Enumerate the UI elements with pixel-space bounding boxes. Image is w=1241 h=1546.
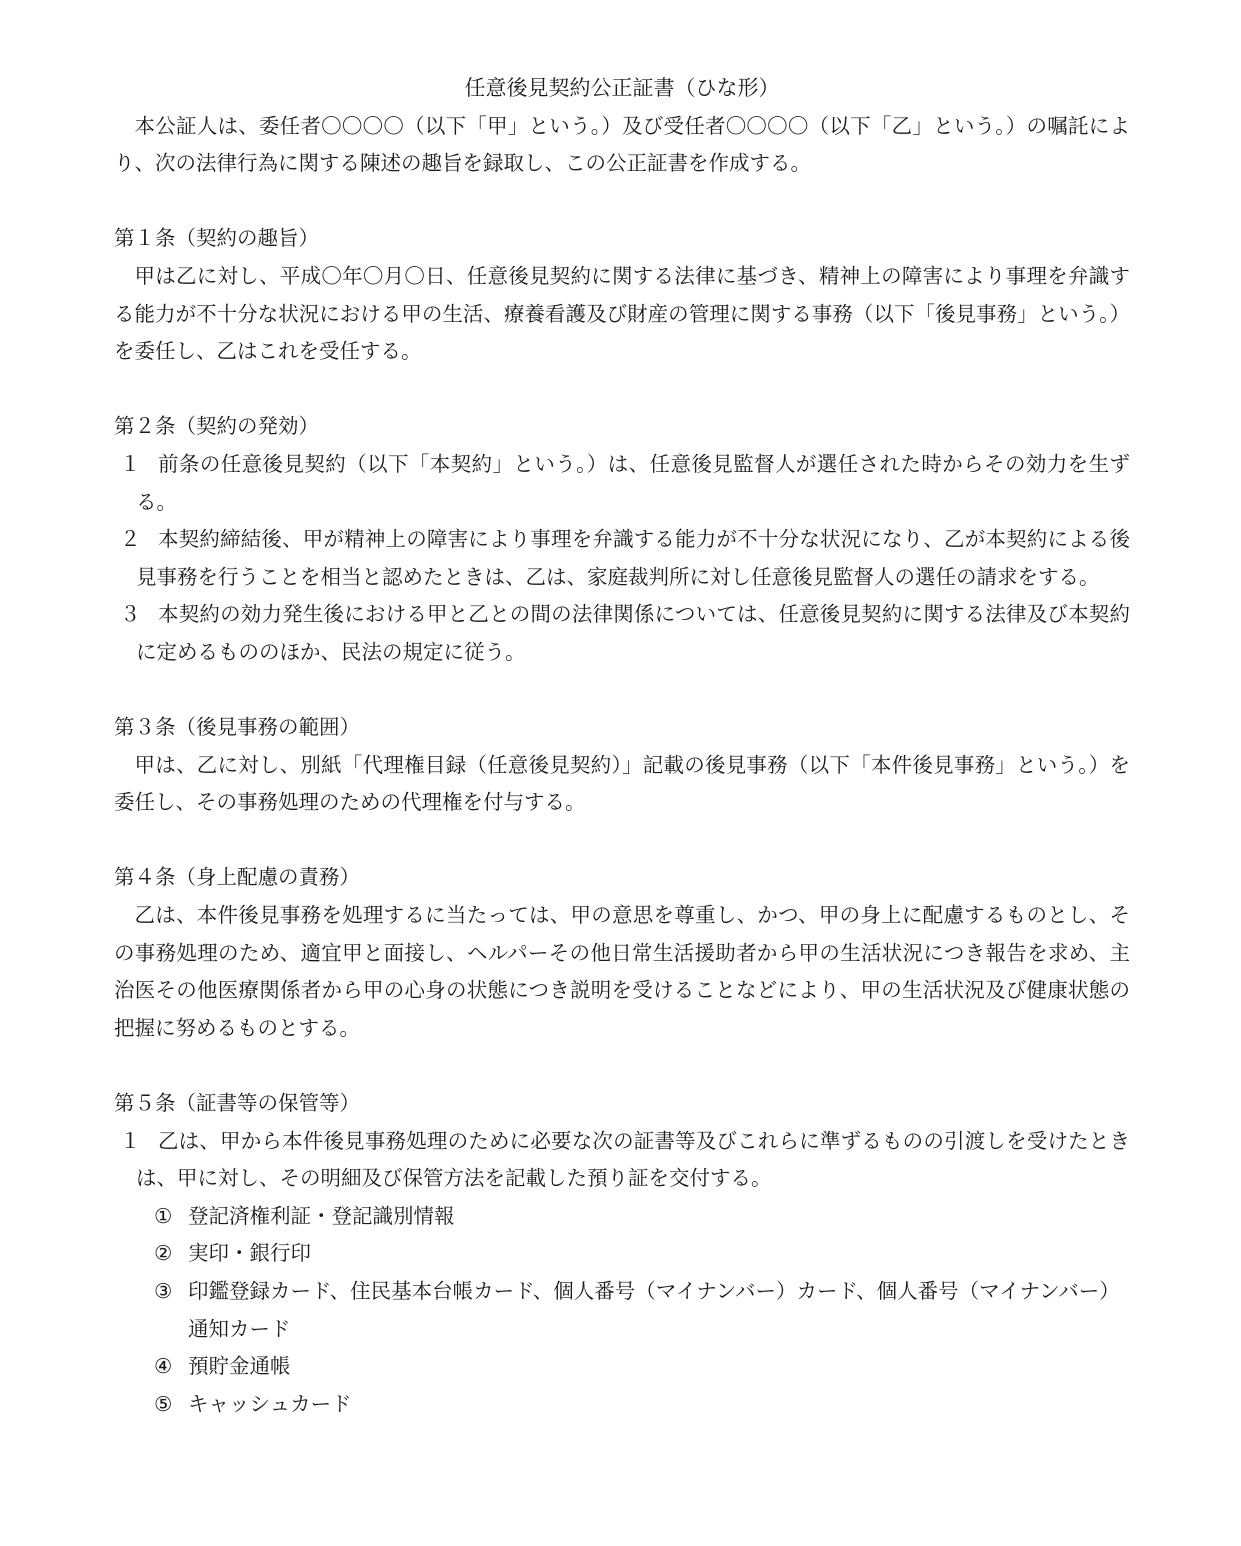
article-heading: 第２条（契約の発効） bbox=[114, 414, 319, 439]
item-text: キャッシュカード bbox=[188, 1391, 352, 1416]
item-marker: ④ bbox=[154, 1354, 173, 1379]
item-marker: ② bbox=[154, 1241, 173, 1266]
item-text: 登記済権利証・登記識別情報 bbox=[188, 1203, 455, 1228]
article-5 bbox=[114, 1085, 1130, 1423]
clause-text: 本契約締結後、甲が精神上の障害により事理を弁識する能力が不十分な状況になり、乙が本契約による後見事務を行うことを相当と認めたときは、乙は、家庭裁判所に対し任意後見監督人の選任の請求をする。 bbox=[136, 527, 1130, 589]
clause bbox=[114, 446, 1130, 521]
article-2 bbox=[114, 408, 1130, 671]
article-heading: 第４条（身上配慮の責務） bbox=[114, 865, 360, 890]
article-1 bbox=[114, 220, 1130, 370]
item-list bbox=[114, 1198, 1130, 1424]
article-heading: 第５条（証書等の保管等） bbox=[114, 1091, 360, 1116]
document-title: 任意後見契約公正証書（ひな形） bbox=[464, 76, 780, 100]
list-item bbox=[114, 1198, 1130, 1236]
list-item bbox=[114, 1348, 1130, 1386]
clause bbox=[114, 596, 1130, 671]
clause-number: ２ bbox=[120, 527, 141, 552]
article-body: 乙は、本件後見事務を処理するに当たっては、甲の意思を尊重し、かつ、甲の身上に配慮するものとし、その事務処理のため、適宜甲と面接し、ヘルパーその他日常生活援助者から甲の生活状況につき報告を求め、主治医その他医療関係者から甲の心身の状態につき説明を受けることなどにより、甲の生活状況及び健康状態の把握に努めるものとする。 bbox=[114, 903, 1130, 1040]
clause-text: 乙は、甲から本件後見事務処理のために必要な次の証書等及びこれらに準ずるものの引渡しを受けたときは、甲に対し、その明細及び保管方法を記載した預り証を交付する。 bbox=[136, 1128, 1130, 1191]
article-3 bbox=[114, 709, 1130, 822]
clause-text: 本契約の効力発生後における甲と乙との間の法律関係については、任意後見契約に関する法律及び本契約に定めるもののほか、民法の規定に従う。 bbox=[136, 602, 1130, 664]
item-text: 印鑑登録カード、住民基本台帳カード、個人番号（マイナンバー）カード、個人番号（マイナンバー）通知カード bbox=[188, 1279, 1120, 1341]
item-marker: ⑤ bbox=[154, 1391, 173, 1416]
article-body: 甲は乙に対し、平成〇年〇月〇日、任意後見契約に関する法律に基づき、精神上の障害により事理を弁識する能力が不十分な状況における甲の生活、療養看護及び財産の管理に関する事務（以下「後見事務」という。）を委任し、乙はこれを受任する。 bbox=[114, 263, 1130, 364]
list-item bbox=[114, 1273, 1130, 1348]
clause bbox=[114, 1123, 1130, 1198]
list-item bbox=[114, 1235, 1130, 1273]
clause-number: １ bbox=[120, 451, 141, 476]
article-4 bbox=[114, 859, 1130, 1047]
clause-text: 前条の任意後見契約（以下「本契約」という。）は、任意後見監督人が選任された時からその効力を生ずる。 bbox=[136, 451, 1130, 514]
item-text: 実印・銀行印 bbox=[188, 1241, 311, 1266]
intro-paragraph: 本公証人は、委任者〇〇〇〇（以下「甲」という。）及び受任者〇〇〇〇（以下「乙」という。）の嘱託により、次の法律行為に関する陳述の趣旨を録取し、この公正証書を作成する。 bbox=[114, 113, 1130, 176]
item-text: 預貯金通帳 bbox=[188, 1354, 291, 1379]
article-heading: 第３条（後見事務の範囲） bbox=[114, 715, 360, 740]
clause bbox=[114, 521, 1130, 596]
article-heading: 第１条（契約の趣旨） bbox=[114, 226, 319, 251]
item-marker: ① bbox=[154, 1203, 173, 1228]
clause-number: １ bbox=[120, 1128, 141, 1153]
clause-number: ３ bbox=[120, 602, 141, 627]
list-item bbox=[114, 1386, 1130, 1424]
item-marker: ③ bbox=[154, 1279, 173, 1303]
document-page bbox=[114, 70, 1130, 1423]
article-body: 甲は、乙に対し、別紙「代理権目録（任意後見契約）」記載の後見事務（以下「本件後見事務」という。）を委任し、その事務処理のための代理権を付与する。 bbox=[114, 752, 1130, 815]
